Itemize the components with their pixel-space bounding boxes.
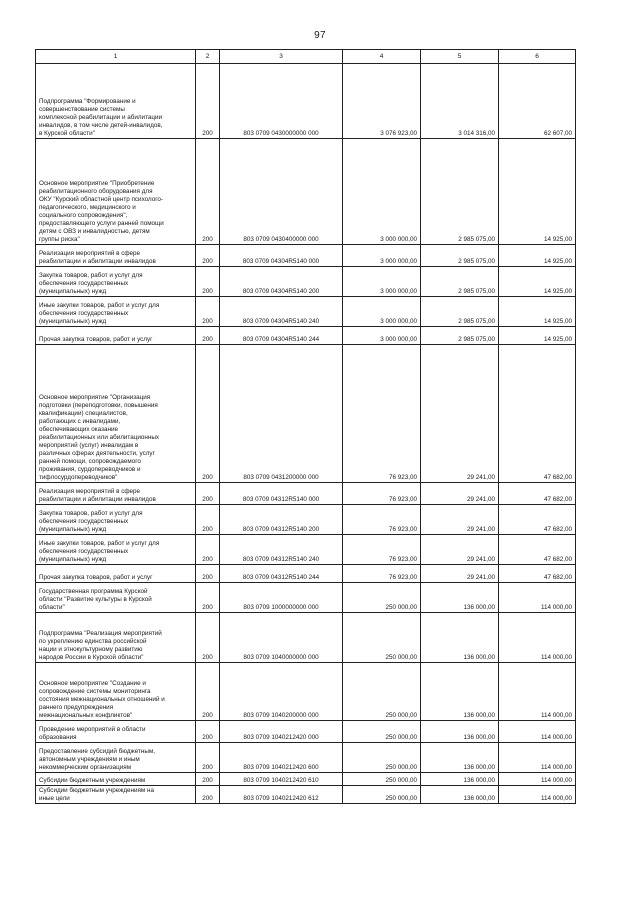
row-name: Подпрограмма "Реализация мероприятий по укреплению единства российской нации и этнокультурному развитию народов России в Курской области" — [39, 630, 162, 661]
row-code: 200 — [196, 267, 220, 297]
table-row — [36, 327, 576, 345]
row-value-1: 3 000 000,00 — [343, 139, 421, 245]
table-row — [36, 483, 576, 505]
row-value-3: 14 925,00 — [499, 245, 576, 267]
row-value-1: 3 000 000,00 — [343, 245, 421, 267]
table-row — [36, 786, 576, 804]
row-value-3: 47 682,00 — [499, 345, 576, 483]
row-name: Реализация мероприятий в сфере реабилитации и абилитации инвалидов — [39, 250, 156, 265]
row-name: Иные закупки товаров, работ и услуг для обеспечения государственных (муниципальных) нужд — [39, 302, 160, 325]
row-kbk-code: 803 0709 1040212420 612 — [220, 786, 343, 804]
row-kbk-code: 803 0709 04304R5140 240 — [220, 297, 343, 327]
row-kbk-code: 803 0709 04312R5140 200 — [220, 505, 343, 535]
row-code: 200 — [196, 505, 220, 535]
row-name: Реализация мероприятий в сфере реабилитации и абилитации инвалидов — [39, 488, 156, 503]
row-value-3: 114 000,00 — [499, 583, 576, 613]
row-kbk-code: 803 0709 1040000000 000 — [220, 613, 343, 663]
row-name-cell — [36, 64, 196, 139]
row-value-2: 136 000,00 — [421, 613, 499, 663]
row-kbk-code: 803 0709 1040212420 610 — [220, 773, 343, 786]
row-code: 200 — [196, 345, 220, 483]
row-kbk-code: 803 0709 04304R5140 000 — [220, 245, 343, 267]
row-kbk-code: 803 0709 0430400000 000 — [220, 139, 343, 245]
row-value-3: 14 925,00 — [499, 327, 576, 345]
row-value-1: 76 923,00 — [343, 483, 421, 505]
row-value-2: 136 000,00 — [421, 786, 499, 804]
row-value-1: 3 000 000,00 — [343, 327, 421, 345]
row-name: Субсидии бюджетным учреждениям — [39, 777, 146, 784]
row-code: 200 — [196, 773, 220, 786]
table-row — [36, 245, 576, 267]
row-name: Закупка товаров, работ и услуг для обеспечения государственных (муниципальных) нужд — [39, 510, 143, 533]
row-name-cell — [36, 535, 196, 565]
row-kbk-code: 803 0709 04312R5140 244 — [220, 565, 343, 583]
row-value-1: 76 923,00 — [343, 505, 421, 535]
row-value-1: 250 000,00 — [343, 663, 421, 721]
row-code: 200 — [196, 297, 220, 327]
budget-table — [35, 49, 576, 804]
row-name-cell — [36, 583, 196, 613]
row-code: 200 — [196, 786, 220, 804]
header-row — [36, 50, 576, 64]
row-name: Основное мероприятие "Приобретение реабилитационного оборудования для ОКУ "Курский областной центр психолого- педагогического, медицинского и социального сопровождения", предоставляющего услуги ранней помощи детям с ОВЗ и инвалидностью, детям группы риска" — [39, 180, 164, 243]
row-value-2: 29 241,00 — [421, 345, 499, 483]
table-row — [36, 663, 576, 721]
row-value-1: 250 000,00 — [343, 773, 421, 786]
row-code: 200 — [196, 535, 220, 565]
row-name-cell — [36, 613, 196, 663]
row-name-cell — [36, 743, 196, 773]
row-code: 200 — [196, 64, 220, 139]
table-row — [36, 583, 576, 613]
row-code: 200 — [196, 613, 220, 663]
row-code: 200 — [196, 721, 220, 743]
row-name: Проведение мероприятий в области образования — [39, 726, 146, 741]
row-value-3: 14 925,00 — [499, 267, 576, 297]
row-kbk-code: 803 0709 1040200000 000 — [220, 663, 343, 721]
row-value-3: 47 682,00 — [499, 535, 576, 565]
row-name: Прочая закупка товаров, работ и услуг — [39, 336, 153, 343]
column-header: 1 — [36, 50, 196, 64]
row-value-3: 47 682,00 — [499, 505, 576, 535]
row-name-cell — [36, 345, 196, 483]
row-name-cell — [36, 663, 196, 721]
row-value-3: 114 000,00 — [499, 773, 576, 786]
row-value-2: 136 000,00 — [421, 773, 499, 786]
column-header: 6 — [499, 50, 576, 64]
row-name: Основное мероприятие "Организация подготовки (переподготовки, повышения квалификации) специалистов, работающих с инвалидами, обеспечивающих оказание реабилитационных или абилитационных мероприятий (услуг) инвалидам в различных сферах деятельности, услуг ранней помощи, сопровождаемого проживания, сурдопереводчиков и тифлосурдопереводчиков" — [39, 394, 159, 481]
row-value-3: 114 000,00 — [499, 613, 576, 663]
table-row — [36, 535, 576, 565]
row-name-cell — [36, 297, 196, 327]
table-row — [36, 267, 576, 297]
table-row — [36, 743, 576, 773]
row-value-2: 29 241,00 — [421, 505, 499, 535]
row-value-1: 250 000,00 — [343, 743, 421, 773]
row-value-1: 3 076 923,00 — [343, 64, 421, 139]
row-name-cell — [36, 483, 196, 505]
table-body — [36, 64, 576, 804]
table-row — [36, 505, 576, 535]
table-row — [36, 64, 576, 139]
row-name: Предоставление субсидий бюджетным, автономным учреждениям и иным некоммерческим организациям — [39, 748, 156, 771]
row-value-3: 114 000,00 — [499, 721, 576, 743]
row-name-cell — [36, 773, 196, 786]
row-value-2: 29 241,00 — [421, 483, 499, 505]
row-kbk-code: 803 0709 04304R5140 244 — [220, 327, 343, 345]
row-value-1: 250 000,00 — [343, 786, 421, 804]
row-value-3: 114 000,00 — [499, 743, 576, 773]
table-row — [36, 613, 576, 663]
row-name-cell — [36, 267, 196, 297]
table-row — [36, 297, 576, 327]
row-kbk-code: 803 0709 1040212420 000 — [220, 721, 343, 743]
row-value-1: 3 000 000,00 — [343, 267, 421, 297]
row-name: Государственная программа Курской области "Развитие культуры в Курской области" — [39, 588, 152, 611]
row-value-3: 47 682,00 — [499, 483, 576, 505]
row-value-1: 250 000,00 — [343, 721, 421, 743]
row-value-1: 76 923,00 — [343, 535, 421, 565]
row-code: 200 — [196, 743, 220, 773]
row-code: 200 — [196, 245, 220, 267]
table-row — [36, 565, 576, 583]
table-row — [36, 773, 576, 786]
row-value-3: 14 925,00 — [499, 139, 576, 245]
row-name: Субсидии бюджетным учреждениям на иные цели — [39, 787, 154, 802]
row-name: Закупка товаров, работ и услуг для обеспечения государственных (муниципальных) нужд — [39, 272, 143, 295]
row-code: 200 — [196, 583, 220, 613]
row-value-3: 62 607,00 — [499, 64, 576, 139]
table-header — [36, 50, 576, 64]
row-code: 200 — [196, 663, 220, 721]
column-header: 5 — [421, 50, 499, 64]
row-kbk-code: 803 0709 1040212420 600 — [220, 743, 343, 773]
row-value-2: 136 000,00 — [421, 721, 499, 743]
row-name: Основное мероприятие "Создание и сопровождение системы мониторинга состояния межнациональных отношений и раннего предупреждения межнациональных конфликтов" — [39, 680, 165, 719]
row-value-2: 3 014 316,00 — [421, 64, 499, 139]
row-code: 200 — [196, 565, 220, 583]
row-value-2: 2 985 075,00 — [421, 327, 499, 345]
row-code: 200 — [196, 327, 220, 345]
row-value-1: 3 000 000,00 — [343, 297, 421, 327]
row-name-cell — [36, 786, 196, 804]
column-header: 2 — [196, 50, 220, 64]
row-value-2: 2 985 075,00 — [421, 267, 499, 297]
row-name-cell — [36, 245, 196, 267]
row-kbk-code: 803 0709 1000000000 000 — [220, 583, 343, 613]
row-value-3: 114 000,00 — [499, 663, 576, 721]
page-number: 97 — [314, 30, 326, 41]
row-value-2: 29 241,00 — [421, 535, 499, 565]
row-code: 200 — [196, 483, 220, 505]
row-value-1: 250 000,00 — [343, 613, 421, 663]
row-value-1: 76 923,00 — [343, 345, 421, 483]
row-kbk-code: 803 0709 0431200000 000 — [220, 345, 343, 483]
column-header: 4 — [343, 50, 421, 64]
row-code: 200 — [196, 139, 220, 245]
row-name-cell — [36, 565, 196, 583]
row-value-2: 136 000,00 — [421, 743, 499, 773]
row-name-cell — [36, 721, 196, 743]
row-kbk-code: 803 0709 04304R5140 200 — [220, 267, 343, 297]
row-value-3: 47 682,00 — [499, 565, 576, 583]
row-value-2: 2 985 075,00 — [421, 245, 499, 267]
row-kbk-code: 803 0709 04312R5140 240 — [220, 535, 343, 565]
row-name-cell — [36, 327, 196, 345]
row-value-2: 136 000,00 — [421, 663, 499, 721]
row-value-3: 14 925,00 — [499, 297, 576, 327]
row-kbk-code: 803 0709 04312R5140 000 — [220, 483, 343, 505]
row-value-2: 2 985 075,00 — [421, 139, 499, 245]
row-name-cell — [36, 505, 196, 535]
table-row — [36, 139, 576, 245]
row-name: Прочая закупка товаров, работ и услуг — [39, 574, 153, 581]
table-row — [36, 345, 576, 483]
row-value-1: 250 000,00 — [343, 583, 421, 613]
row-value-1: 76 923,00 — [343, 565, 421, 583]
row-value-2: 136 000,00 — [421, 583, 499, 613]
row-name: Иные закупки товаров, работ и услуг для обеспечения государственных (муниципальных) нужд — [39, 540, 160, 563]
column-header: 3 — [220, 50, 343, 64]
row-name-cell — [36, 139, 196, 245]
row-kbk-code: 803 0709 0430000000 000 — [220, 64, 343, 139]
row-name: Подпрограмма "Формирование и совершенствование системы комплексной реабилитации и абилитации инвалидов, в том числе детей-инвалидов, в Курской области" — [39, 98, 163, 137]
row-value-2: 29 241,00 — [421, 565, 499, 583]
row-value-3: 114 000,00 — [499, 786, 576, 804]
table-row — [36, 721, 576, 743]
row-value-2: 2 985 075,00 — [421, 297, 499, 327]
